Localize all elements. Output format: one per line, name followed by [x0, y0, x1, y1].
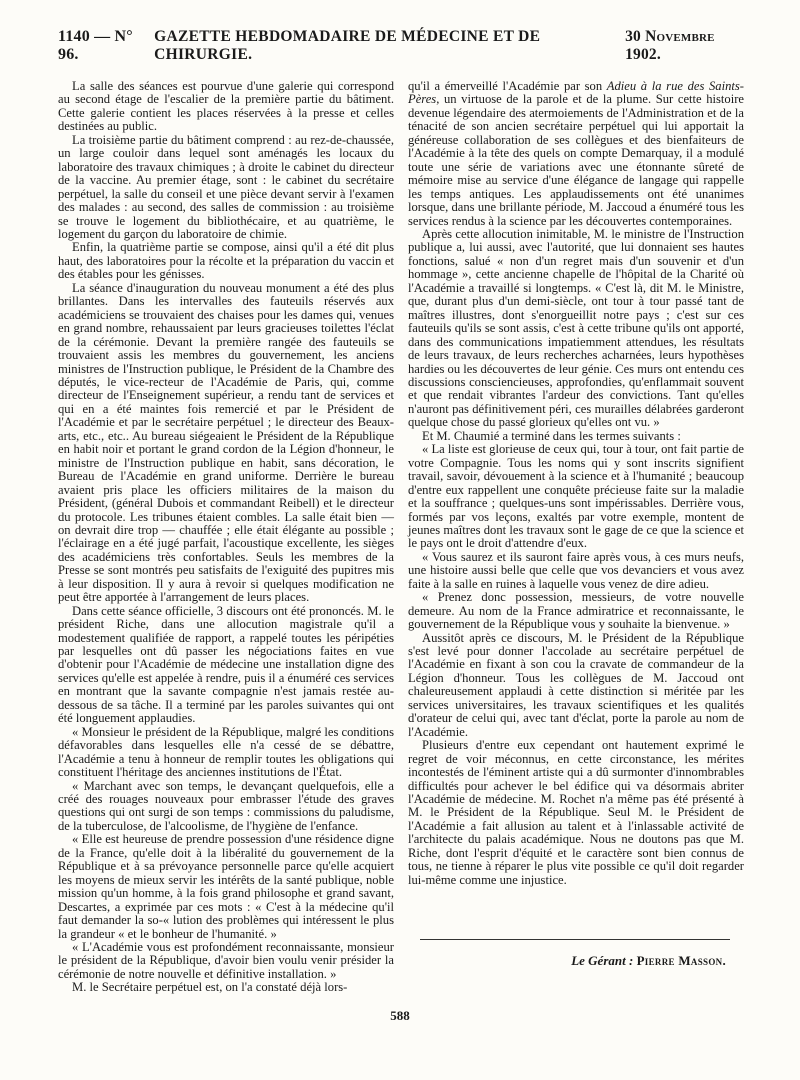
paragraph: « Monsieur le président de la République, malgré les conditions défavorables dans lesquelles elle n'a cessé de se débattre, l'Académie a tenu à honneur de remplir toutes les obligations qui constituent l'héritage des anciennes institutions de l'État. [58, 724, 394, 780]
paragraph: Et M. Chaumié a terminé dans les termes suivants : [422, 428, 681, 443]
issue-date: 30 Novembre 1902. [625, 28, 715, 63]
paragraph: Après cette allocution inimitable, M. le ministre de l'Instruction publique a, lui aussi, avec l'autorité, que lui donnaient ses hautes fonctions, salué « non d'un regret mais d'un souvenir et d'un hommage », cette ancienne chapelle de l'hôpital de la Charité où l'Académie a travaillé si longtemps. « C'est là, dit M. le Ministre, que, durant plus d'un demi-siècle, ont tour à tour passé tant de maîtres illustres, dont s'enorgueillit notre pays ; c'est sur ces fauteuils qu'ils se sont assis, c'est à cette tribune qu'ils ont apporté, dans des communications impatiemment attendues, les résultats de leurs travaux, de leurs recherches acharnées, leurs hypothèses hardies ou les découvertes de leur génie. Ces murs ont entendu ces discussions consciencieuses, approfondies, qu'enflammait souvent et que rendait vibrantes l'ardeur des convictions. Tant qu'elles n'auront pas définitivement péri, ces murailles délabrées garderont quelque chose du passé glorieux qu'elles ont vu. » [408, 226, 744, 430]
paragraph: La séance d'inauguration du nouveau monument a été des plus brillantes. Dans les intervalles des fauteuils réservés aux académiciens se trouvaient des chaises pour les dames qui, venues en grand nombre, rehaussaient par leurs gracieuses toilettes l'éclat de la cérémonie. Devant la première rangée des fauteuils se trouvaient assis les membres du gouvernement, les anciens ministres de l'Instruction publique, le Président de la Chambre des députés, le vice-recteur de l'Académie de Paris, qui, comme directeur de l'Enseignement supérieur, a rendu tant de services et qui en a été maintes fois remercié et par le Président de l'Académie et par le secrétaire perpétuel ; le directeur des Beaux-arts, etc., etc.. Au bureau siégeaient le Président de la République en habit noir et portant le grand cordon de la Légion d'honneur, le ministre de l'Instruction publique en habit, sans décoration, le Bureau de l'Académie en grand uniforme. Derrière le bureau avaient pris place les officiers militaires de la maison du Président, (général Dubois et commandant Reibell) et le directeur du protocole. Les tribunes étaient combles. La salle était bien — on devrait dire trop — chauffée ; elle était élégante au possible ; l'éclairage en a été jugé parfait, l'acoustique excellente, les sièges des académiciens très confortables. Seuls les membres de la Presse se sont montrés peu satisfaits de l'exiguité des pupitres mis à leur disposition. Il y aura à revoir si quelques modification ne peut être apportée à l'arrangement de leurs places. [58, 280, 394, 605]
paragraph: Dans cette séance officielle, 3 discours ont été prononcés. M. le président Riche, dans une allocution magistrale qu'il a modestement qualifiée de rapport, a rappelé toutes les péripéties par lesquelles ont dû passer les négociations faites en vue d'obtenir pour l'Académie de médecine une installation digne des services qu'elle est appelée à rendre, puis il a énuméré ces services en montrant que la savante compagnie n'est jamais restée au-dessous de sa tâche. Il a terminé par les paroles suivantes qui ont été longuement applaudies. [58, 603, 394, 726]
signature-name: Pierre Masson. [636, 953, 726, 969]
paragraph: qu'il a émerveillé l'Académie par son Adieu à la rue des Saints-Pères, un virtuose de la parole et de la plume. Sur cette histoire devenue légendaire des atermoiements de l'Administration et de la ténacité de son ancien secrétaire perpétuel qui lui apportait la généreuse collaboration de ses collègues et des bienfaiteurs de l'Académie à la tête des quels on compte Demarquay, il a modulé toute une série de variations avec une étonnante sûreté de mémoire mise au service d'une élégance de langage qui rappelle les temps antiques. Les applaudissements ont été unanimes lorsque, dans une brillante période, M. Jaccoud a énuméré tous les services rendus à la science par les découvertes contemporaines. [408, 79, 744, 228]
signature [408, 954, 744, 967]
paragraph: « L'Académie vous est profondément reconnaissante, monsieur le président de la République, d'avoir bien voulu venir présider la cérémonie de notre nouvelle et définitive installation. » [58, 940, 394, 981]
speech-title: Adieu à la rue des Saints-Pères [408, 79, 744, 107]
page-issue-number: 1140 — N° 96. [58, 28, 133, 63]
paragraph: « Marchant avec son temps, le devançant quelquefois, elle a créé des rouages nouveaux pour embrasser l'étude des graves questions qui ont surgi de son temps : commissions du paludisme, de la tuberculose, de l'alcoolisme, de l'hygiène de l'enfance. [58, 778, 394, 833]
paragraph: « Elle est heureuse de prendre possession d'une résidence digne de la France, qu'elle doit à la libéralité du gouvernement de la République et à sa prévoyance personnelle parce qu'elle acquiert les moyens de mieux servir les intérêts de la santé publique, noble mission qu'un homme, à la fois grand philosophe et grand savant, Descartes, a exprimée par ces mots : « C'est à la médecine qu'il faut demander la so-« lution des problèmes qui intéressent le plus la grandeur « et le bonheur de l'humanité. » [58, 832, 394, 941]
paragraph: La troisième partie du bâtiment comprend : au rez-de-chaussée, un large couloir dans lequel sont aménagés les locaux du laboratoire des travaux chimiques ; à droite le cabinet du directeur de la vaccine. Au premier étage, sont : le cabinet du secrétaire perpétuel, la salle du conseil et une pièce devant servir à l'examen des malades : au second, des salles de commission : au troisième se trouve le logement du bibliothécaire, et au quatrième, le logement du garçon du laboratoire de chimie. [58, 132, 394, 241]
running-header [58, 28, 750, 64]
journal-title: GAZETTE HEBDOMADAIRE DE MÉDECINE ET DE CHIRURGIE. [154, 28, 541, 63]
paragraph: M. le Secrétaire perpétuel est, on l'a constaté déjà lors- [72, 980, 348, 995]
page-number: 588 [390, 1008, 410, 1023]
right-column [408, 80, 744, 995]
signature-label: Le Gérant : [571, 953, 634, 969]
signature-rule [420, 939, 730, 940]
paragraph: La salle des séances est pourvue d'une galerie qui correspond au second étage de l'escalier de la première partie du bâtiment. Cette galerie contient les places réservées à la presse et celles destinées au public. [58, 79, 394, 134]
paragraph: « Vous saurez et ils sauront faire après vous, à ces murs neufs, une histoire aussi belle que celle que vos devanciers et vous avez faite à la salle en ruines à laquelle vous venez de dire adieu. [408, 549, 744, 591]
left-column [58, 80, 394, 995]
article-body [58, 80, 750, 995]
paragraph: Aussitôt après ce discours, M. le Président de la République s'est levé pour donner l'accolade au secrétaire perpétuel de l'Académie en fixant à son cou la cravate de commandeur de la Légion d'honneur. Tous les collègues de M. Jaccoud ont chaleureusement applaudi à cette distinction si méritée par les services universitaires, les travaux scientifiques et les qualités d'orateur de celui qui, avec tant d'éclat, porte la parole au nom de l'Académie. [408, 630, 744, 739]
paragraph: Enfin, la quatrième partie se compose, ainsi qu'il a été dit plus haut, des laboratoires pour la récolte et la préparation du vaccin et des étables pour les génisses. [58, 240, 394, 282]
paragraph: Plusieurs d'entre eux cependant ont hautement exprimé le regret de voir méconnus, en cette circonstance, les mérites incontestés de l'éminent artiste qui a dû surmonter d'innombrables difficultés pour achever le bel édifice qui va désormais abriter l'Académie de médecine. M. Rochet n'a même pas été présenté à M. le Président de la République. Seul M. le Président de l'Académie a fait allusion au talent et à l'inlassable activité de l'architecte du palais académique. Nous ne doutons pas que M. Riche, dont l'esprit d'équité et le caractère sont bien connus de tous, ne tienne à réparer le plus vite possible ce qu'il doit regarder lui-même comme une injustice. [408, 738, 744, 887]
paragraph: « La liste est glorieuse de ceux qui, tour à tour, ont fait partie de votre Compagnie. Tous les noms qui y sont inscrits signifient travail, savoir, dévouement à la science et à l'humanité ; beaucoup d'entre eux rappellent une conquête précieuse faite sur la maladie et la souffrance ; quelques-uns sont impérissables. Derrière vous, formés par vos leçons, exaltés par votre exemple, montent de jeunes maîtres dont les travaux sont le gage de ce que la science et le pays ont le droit d'attendre d'eux. [408, 442, 744, 551]
paragraph: « Prenez donc possession, messieurs, de votre nouvelle demeure. Au nom de la France admiratrice et reconnaissante, le gouvernement de la République vous y souhaite la bienvenue. » [408, 590, 744, 632]
